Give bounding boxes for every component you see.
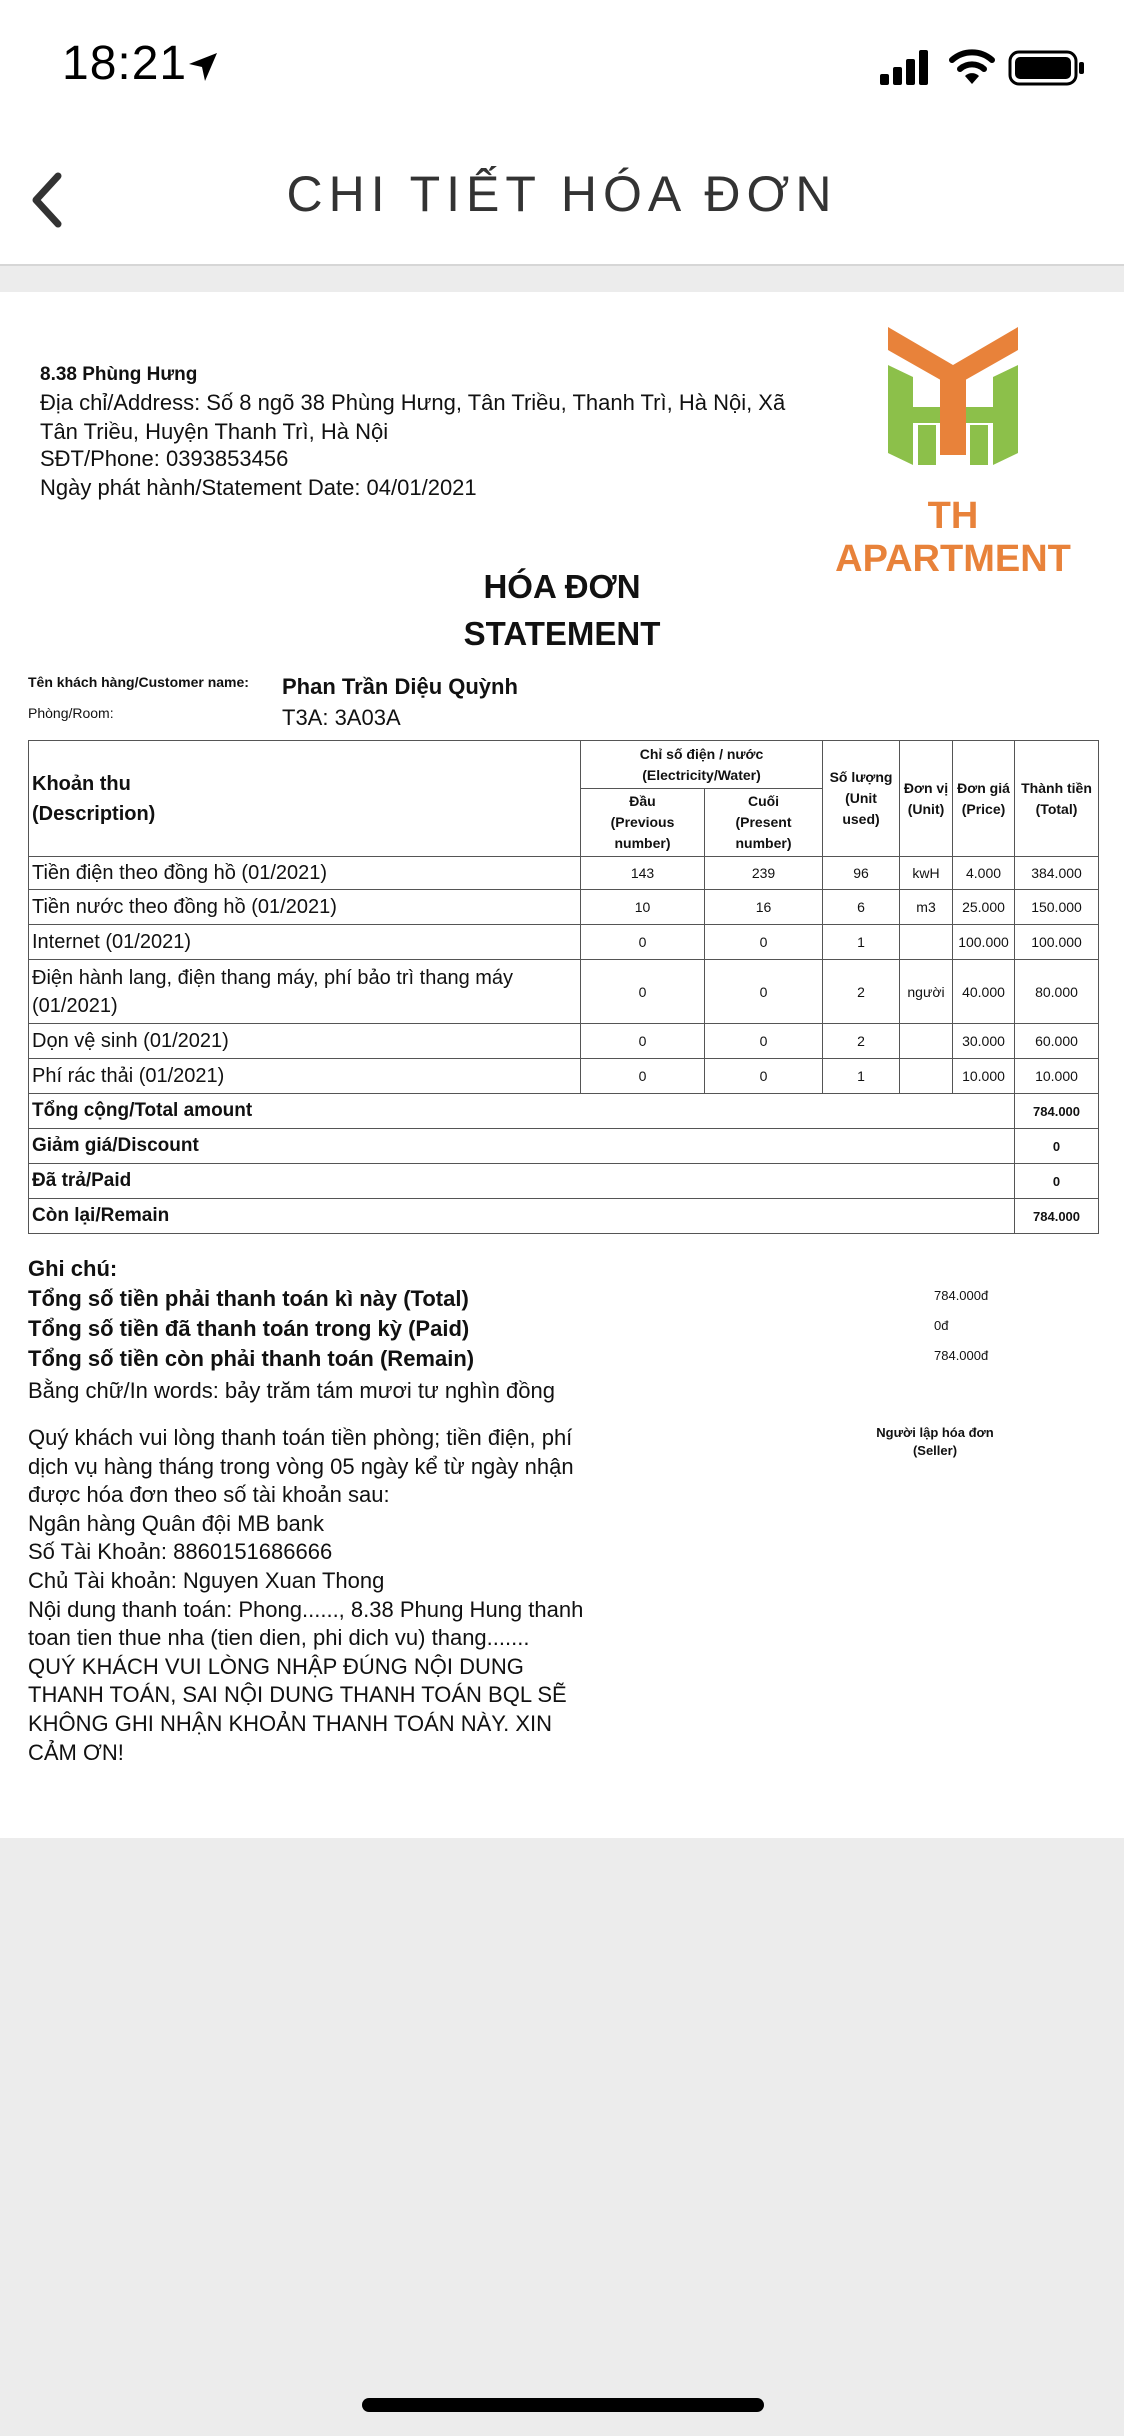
table-row <box>29 925 1099 960</box>
header-quantity: Số lượng (Unit used) <box>823 741 900 857</box>
row-total: 80.000 <box>1015 960 1099 1024</box>
summary-value-discount: 0 <box>1015 1129 1099 1164</box>
row-description: Internet (01/2021) <box>29 925 581 960</box>
row-description: Phí rác thải (01/2021) <box>29 1059 581 1094</box>
summary-label-remain: Còn lại/Remain <box>29 1199 1015 1234</box>
logo-text: TH APARTMENT <box>835 495 1071 580</box>
row-price: 10.000 <box>953 1059 1015 1094</box>
room-value: T3A: 3A03A <box>282 705 401 730</box>
row-previous: 0 <box>581 1024 705 1059</box>
row-total: 100.000 <box>1015 925 1099 960</box>
row-unit <box>900 1059 953 1094</box>
payment-account-holder: Chủ Tài khoản: Nguyen Xuan Thong <box>28 1567 385 1593</box>
row-price: 100.000 <box>953 925 1015 960</box>
payment-bank: Ngân hàng Quân đội MB bank <box>28 1510 324 1536</box>
payment-warning: QUÝ KHÁCH VUI LÒNG NHẬP ĐÚNG NỘI DUNG THANH TOÁN, SAI NỘI DUNG THANH TOÁN BQL SẼ KHÔNG GHI NHẬN KHOẢN THANH TOÁN NÀY. XIN CẢM ƠN! <box>28 1653 567 1765</box>
row-previous: 0 <box>581 925 705 960</box>
row-price: 30.000 <box>953 1024 1015 1059</box>
row-description: Điện hành lang, điện thang máy, phí bảo trì thang máy (01/2021) <box>29 960 581 1024</box>
property-name: 8.38 Phùng Hưng <box>40 364 198 385</box>
header-meter: Chỉ số điện / nước (Electricity/Water) <box>581 741 823 789</box>
th-apartment-logo <box>818 325 1088 580</box>
table-row <box>29 1024 1099 1059</box>
row-price: 25.000 <box>953 890 1015 925</box>
row-present: 0 <box>705 1024 823 1059</box>
row-previous: 143 <box>581 857 705 890</box>
row-unit: m3 <box>900 890 953 925</box>
note-paid-value: 0đ <box>934 1318 949 1333</box>
seller-label: Người lập hóa đơn (Seller) <box>876 1425 994 1458</box>
note-total-label: Tổng số tiền phải thanh toán kì này (Total) <box>28 1286 469 1311</box>
summary-row <box>29 1129 1099 1164</box>
summary-value-remain: 784.000 <box>1015 1199 1099 1234</box>
header-price: Đơn giá (Price) <box>953 741 1015 857</box>
note-total-value: 784.000đ <box>934 1288 989 1303</box>
table-row <box>29 857 1099 890</box>
table-row <box>29 960 1099 1024</box>
summary-label-discount: Giảm giá/Discount <box>29 1129 1015 1164</box>
logo-mark-icon <box>818 325 1088 475</box>
home-indicator[interactable] <box>362 2398 764 2412</box>
cellular-signal-icon <box>878 48 934 86</box>
row-total: 60.000 <box>1015 1024 1099 1059</box>
customer-name: Phan Trần Diệu Quỳnh <box>282 674 518 699</box>
row-present: 0 <box>705 960 823 1024</box>
row-quantity: 1 <box>823 1059 900 1094</box>
row-previous: 0 <box>581 960 705 1024</box>
notes-heading: Ghi chú: <box>28 1256 118 1281</box>
table-row <box>29 1059 1099 1094</box>
row-description: Tiền điện theo đồng hồ (01/2021) <box>29 857 581 890</box>
header-description: Khoản thu (Description) <box>29 741 581 857</box>
summary-value-paid: 0 <box>1015 1164 1099 1199</box>
summary-row <box>29 1164 1099 1199</box>
room-label: Phòng/Room: <box>28 705 114 721</box>
note-paid-label: Tổng số tiền đã thanh toán trong kỳ (Paid) <box>28 1316 470 1341</box>
summary-row <box>29 1199 1099 1234</box>
row-quantity: 2 <box>823 1024 900 1059</box>
statement-date: Ngày phát hành/Statement Date: 04/01/2021 <box>40 475 477 500</box>
invoice-title: HÓA ĐƠN <box>483 568 641 605</box>
row-total: 384.000 <box>1015 857 1099 890</box>
row-quantity: 1 <box>823 925 900 960</box>
row-unit <box>900 1024 953 1059</box>
row-total: 10.000 <box>1015 1059 1099 1094</box>
row-quantity: 96 <box>823 857 900 890</box>
payment-intro: Quý khách vui lòng thanh toán tiền phòng; tiền điện, phí dịch vụ hàng tháng trong vòng 05 ngày kể từ ngày nhận được hóa đơn theo số tài khoản sau: <box>28 1425 574 1508</box>
header-unit: Đơn vị (Unit) <box>900 741 953 857</box>
summary-row <box>29 1094 1099 1129</box>
row-quantity: 6 <box>823 890 900 925</box>
wifi-icon <box>948 46 996 86</box>
row-previous: 10 <box>581 890 705 925</box>
row-total: 150.000 <box>1015 890 1099 925</box>
header-previous: Đầu (Previous number) <box>581 789 705 857</box>
charges-table <box>28 740 1099 1234</box>
row-description: Tiền nước theo đồng hồ (01/2021) <box>29 890 581 925</box>
summary-label-paid: Đã trả/Paid <box>29 1164 1015 1199</box>
page-title: CHI TIẾT HÓA ĐƠN <box>286 166 838 222</box>
row-price: 40.000 <box>953 960 1015 1024</box>
row-previous: 0 <box>581 1059 705 1094</box>
property-address: Địa chỉ/Address: Số 8 ngõ 38 Phùng Hưng, Tân Triều, Thanh Trì, Hà Nội, Xã Tân Triều, Huyện Thanh Trì, Hà Nội <box>40 390 786 444</box>
table-row <box>29 890 1099 925</box>
note-remain-label: Tổng số tiền còn phải thanh toán (Remain) <box>28 1346 475 1371</box>
summary-value-total: 784.000 <box>1015 1094 1099 1129</box>
property-phone: SĐT/Phone: 0393853456 <box>40 446 289 471</box>
payment-content: Nội dung thanh toán: Phong......, 8.38 Phung Hung thanh toan tien thue nha (tien dien, phi dich vu) thang....... <box>28 1596 584 1651</box>
row-present: 16 <box>705 890 823 925</box>
row-price: 4.000 <box>953 857 1015 890</box>
note-remain-value: 784.000đ <box>934 1348 989 1363</box>
row-quantity: 2 <box>823 960 900 1024</box>
row-present: 239 <box>705 857 823 890</box>
invoice-subtitle: STATEMENT <box>463 615 661 652</box>
row-unit: người <box>900 960 953 1024</box>
location-arrow-icon <box>186 50 220 84</box>
row-description: Dọn vệ sinh (01/2021) <box>29 1024 581 1059</box>
payment-account-number: Số Tài Khoản: 8860151686666 <box>28 1539 333 1565</box>
row-unit: kwH <box>900 857 953 890</box>
battery-icon <box>1008 50 1086 88</box>
row-present: 0 <box>705 1059 823 1094</box>
amount-in-words: Bằng chữ/In words: bảy trăm tám mươi tư nghìn đồng <box>28 1378 555 1403</box>
row-unit <box>900 925 953 960</box>
summary-label-total: Tổng cộng/Total amount <box>29 1094 1015 1129</box>
customer-label: Tên khách hàng/Customer name: <box>28 674 249 690</box>
row-present: 0 <box>705 925 823 960</box>
payment-instructions <box>28 1424 588 1767</box>
header-total: Thành tiền (Total) <box>1015 741 1099 857</box>
status-time: 18:21 <box>62 37 188 90</box>
header-present: Cuối (Present number) <box>705 789 823 857</box>
